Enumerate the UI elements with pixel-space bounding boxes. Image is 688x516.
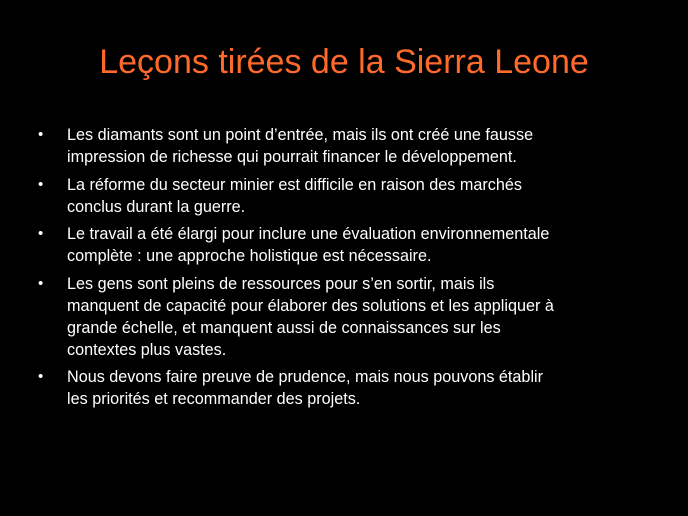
bullet-text-line: les priorités et recommander des projets. [67,390,361,408]
bullet-marker: • [38,126,44,143]
bullet-text-line: complète : une approche holistique est nécessaire. [67,247,432,265]
bullet-text-line: Les gens sont pleins de ressources pour s’en sortir, mais ils [67,274,495,293]
bullet-text-line: Les diamants sont un point d’entrée, mais ils ont créé une fausse [67,126,534,144]
bullet-item-1 [38,124,648,168]
bullet-text-line: manquent de capacité pour élaborer des solutions et les appliquer à [67,296,554,315]
slide-title: Leçons tirées de la Sierra Leone [99,43,589,81]
bullet-text-line: contextes plus vastes. [67,340,227,359]
bullet-text-line: conclus durant la guerre. [67,197,246,216]
bullet-item-2 [38,174,648,218]
bullet-item-5 [38,366,648,410]
bullet-item-3 [38,223,648,267]
bullet-marker: • [38,225,44,242]
bullet-list [38,124,648,416]
bullet-item-4 [38,273,648,361]
bullet-marker: • [38,175,44,193]
bullet-text-line: Le travail a été élargi pour inclure une évaluation environnementale [67,225,550,243]
bullet-marker: • [38,274,44,292]
bullet-text-line: Nous devons faire preuve de prudence, mais nous pouvons établir [67,368,544,386]
bullet-text-line: La réforme du secteur minier est difficile en raison des marchés [67,175,522,194]
bullet-text-line: grande échelle, et manquent aussi de connaissances sur les [67,318,501,337]
bullet-marker: • [38,368,44,385]
bullet-text-line: impression de richesse qui pourrait financer le développement. [67,148,517,166]
